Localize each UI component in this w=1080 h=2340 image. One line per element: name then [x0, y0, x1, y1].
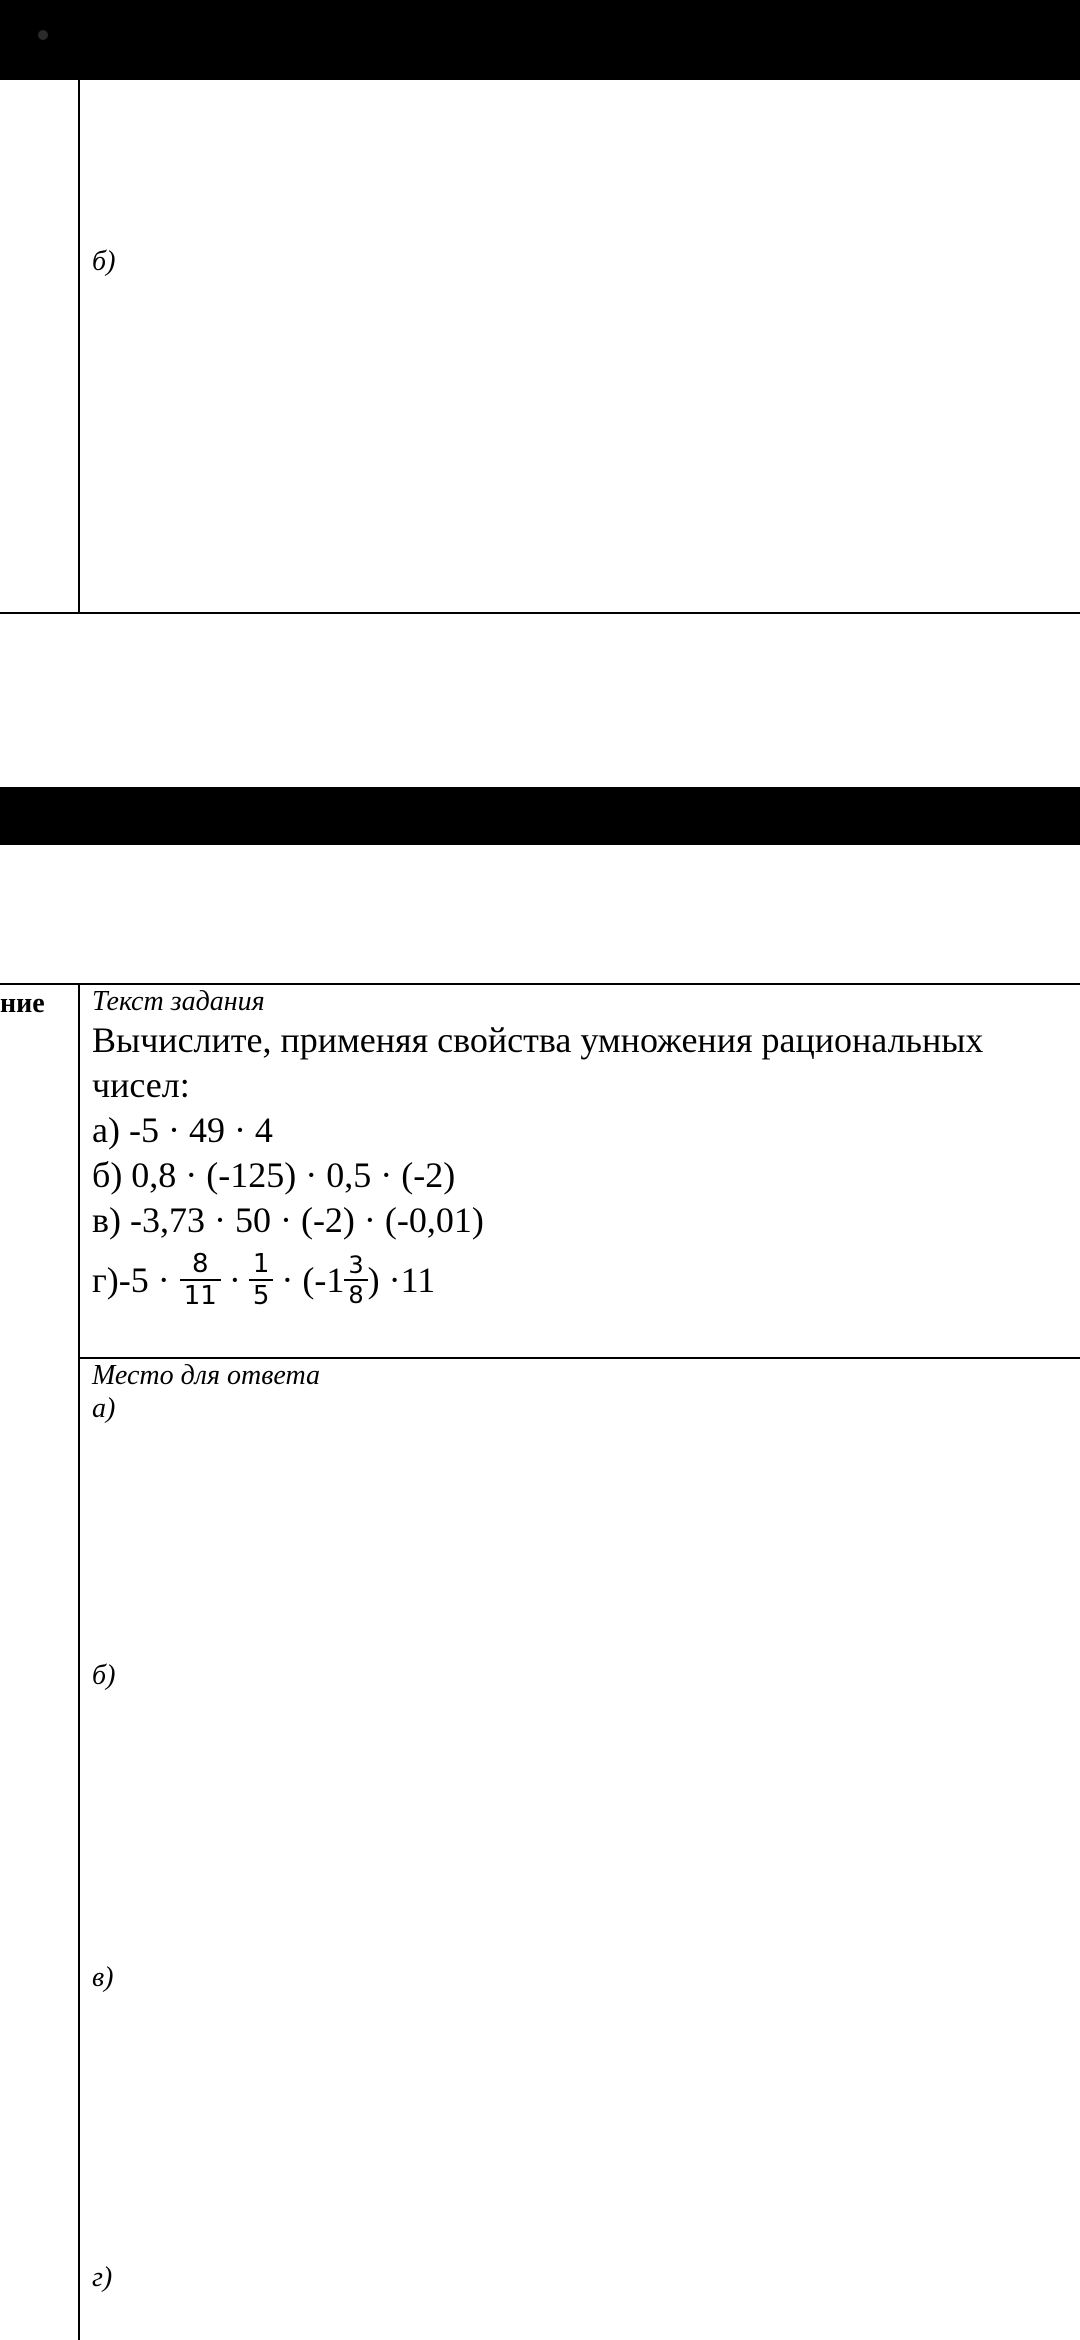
task-item-g — [92, 1249, 1072, 1311]
answer-label-b: б) — [92, 1660, 116, 1691]
task-item-b: б) 0,8 · (-125) · 0,5 · (-2) — [92, 1155, 456, 1195]
top-answer-label-b: б) — [92, 246, 116, 277]
fraction-numerator: 3 — [348, 1251, 364, 1279]
task-item-g-prefix: г)-5 · — [92, 1259, 170, 1300]
task-item-a: а) -5 · 49 · 4 — [92, 1110, 273, 1150]
fraction-numerator: 8 — [192, 1249, 209, 1279]
answer-header: Место для ответа — [92, 1360, 321, 1391]
task-item-g-mid: · — [228, 1259, 241, 1300]
top-table-bottom-border — [0, 612, 1080, 614]
task-header: Текст задания — [92, 986, 265, 1017]
status-dot-icon — [38, 30, 48, 40]
task-table-top-border — [0, 983, 1080, 985]
top-table-left-border — [78, 80, 80, 614]
answer-label-a: а) — [92, 1393, 116, 1424]
answer-label-g: г) — [92, 2262, 113, 2293]
fraction-denominator: 11 — [183, 1281, 217, 1311]
fraction-8-11 — [180, 1249, 221, 1311]
task-line-2: чисел: — [92, 1065, 190, 1105]
page-separator-bar — [0, 787, 1080, 845]
fraction-denominator: 8 — [348, 1281, 364, 1309]
fraction-1-5 — [249, 1249, 274, 1311]
fraction-numerator: 1 — [252, 1249, 270, 1279]
task-answer-divider — [78, 1357, 1080, 1359]
task-item-g-suffix: ) ·11 — [367, 1259, 436, 1300]
task-item-g-mixed-open: · (-1 — [281, 1259, 345, 1300]
fraction-3-8 — [344, 1251, 367, 1309]
fraction-denominator: 5 — [252, 1281, 270, 1311]
task-row-label: ние — [0, 988, 45, 1019]
task-body — [92, 1018, 1072, 1311]
status-bar — [0, 0, 1080, 80]
task-item-v: в) -3,73 · 50 · (-2) · (-0,01) — [92, 1200, 484, 1240]
answer-label-v: в) — [92, 1962, 114, 1993]
task-table-left-border — [78, 983, 80, 2340]
task-line-1: Вычислите, применяя свойства умножения рациональных — [92, 1020, 984, 1060]
